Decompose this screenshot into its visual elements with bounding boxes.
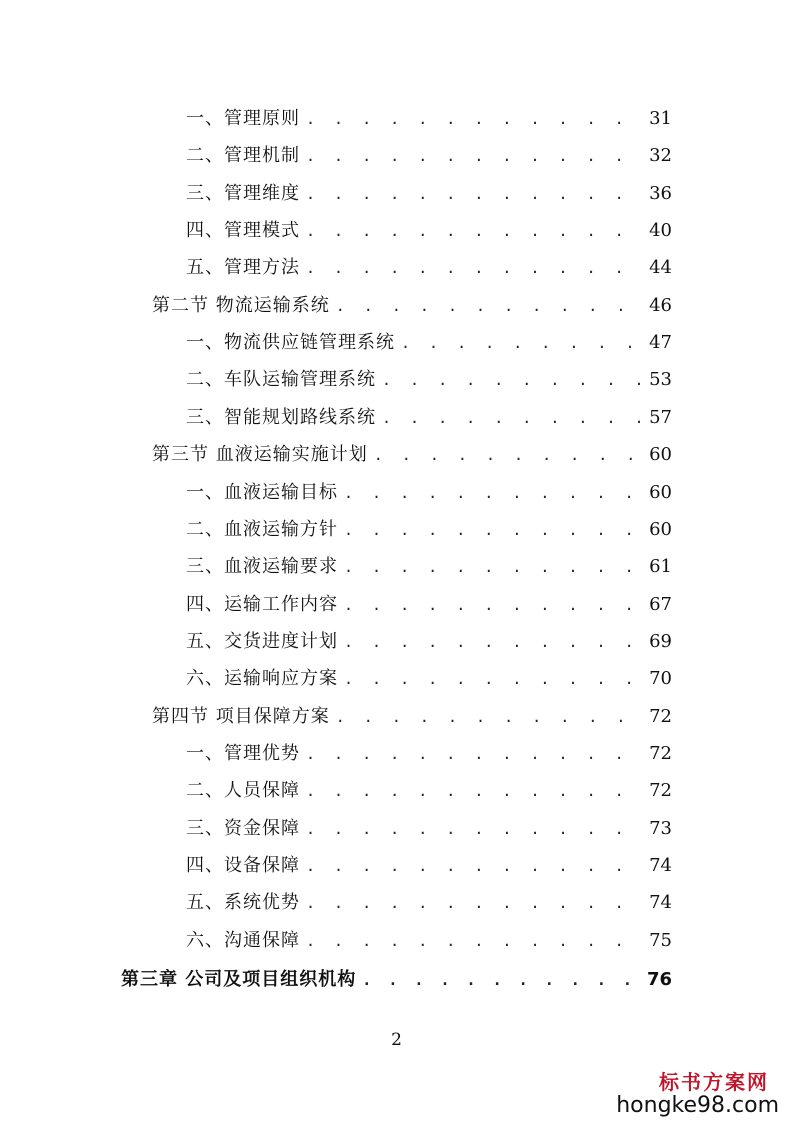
toc-entry-page: 73 (649, 817, 672, 839)
toc-dot-leader (306, 179, 641, 209)
toc-dot-leader (344, 590, 641, 620)
toc-entry (152, 440, 672, 470)
toc-entry (186, 776, 672, 806)
toc-entry-title: 五、系统优势 (186, 892, 300, 914)
toc-entry (186, 478, 672, 508)
toc-entry-title: 四、管理模式 (186, 220, 300, 242)
toc-dot-leader (306, 253, 641, 283)
toc-entry-page: 44 (649, 257, 672, 279)
toc-entry-title: 五、交货进度计划 (186, 630, 338, 652)
toc-entry (186, 104, 672, 134)
toc-dot-leader (344, 552, 641, 582)
toc-entry-page: 60 (649, 444, 672, 466)
toc-entry-title: 一、管理优势 (186, 742, 300, 764)
toc-dot-leader (344, 664, 641, 694)
toc-dot-leader (306, 776, 641, 806)
page-number: 2 (391, 1030, 402, 1050)
toc-entry (186, 590, 672, 620)
toc-entry-page: 57 (649, 406, 672, 428)
toc-entry-page: 60 (649, 481, 672, 503)
toc-entry (186, 814, 672, 844)
toc-entry-page: 61 (649, 556, 672, 578)
toc-entry-title: 一、管理原则 (186, 108, 300, 129)
toc-entry-page: 72 (649, 742, 672, 764)
toc-entry (152, 702, 672, 732)
toc-entry-title: 二、人员保障 (186, 780, 300, 802)
toc-dot-leader (306, 814, 641, 844)
toc-entry (186, 253, 672, 283)
toc-entry-page: 40 (649, 220, 672, 242)
toc-entry-title: 二、管理机制 (186, 145, 300, 167)
toc-entry-title: 一、血液运输目标 (186, 481, 338, 503)
toc-entry (186, 365, 672, 395)
toc-dot-leader (344, 627, 641, 657)
toc-entry (121, 965, 672, 995)
watermark-logo (616, 1066, 779, 1118)
toc-entry-title: 第二节 物流运输系统 (152, 294, 330, 316)
toc-dot-leader (362, 965, 639, 995)
toc-entry-title: 五、管理方法 (186, 257, 300, 279)
toc-entry-page: 36 (649, 182, 672, 204)
toc-entry-title: 四、运输工作内容 (186, 593, 338, 615)
toc-entry-title: 六、运输响应方案 (186, 668, 338, 690)
toc-entry-page: 69 (649, 630, 672, 652)
toc-entry-page: 72 (649, 705, 672, 727)
toc-dot-leader (401, 328, 641, 358)
toc-entry-page: 47 (649, 332, 672, 354)
toc-entry-page: 31 (649, 108, 672, 129)
toc-entry (186, 739, 672, 769)
toc-dot-leader (306, 141, 641, 171)
toc-entry (186, 141, 672, 171)
toc-entry-page: 60 (649, 518, 672, 540)
toc-entry (152, 291, 672, 321)
toc-dot-leader (344, 515, 641, 545)
toc-entry-title: 第三章 公司及项目组织机构 (121, 969, 357, 991)
toc-entry (186, 627, 672, 657)
toc-dot-leader (336, 702, 641, 732)
toc-dot-leader (374, 440, 641, 470)
toc-entry-page: 76 (646, 969, 672, 991)
toc-entry-title: 三、智能规划路线系统 (186, 406, 376, 428)
toc-entry-title: 三、资金保障 (186, 817, 300, 839)
toc-entry (186, 552, 672, 582)
toc-dot-leader (344, 478, 641, 508)
toc-dot-leader (306, 851, 641, 881)
toc-entry (186, 926, 672, 956)
toc-entry-page: 53 (649, 369, 672, 391)
toc-dot-leader (306, 888, 641, 918)
toc-dot-leader (336, 291, 641, 321)
toc-entry-page: 67 (649, 593, 672, 615)
toc-dot-leader (306, 739, 641, 769)
toc-entry-title: 第四节 项目保障方案 (152, 705, 330, 727)
toc-entry-page: 74 (649, 855, 672, 876)
watermark-cn: 标书方案网 (659, 1070, 769, 1094)
toc-entry-title: 六、沟通保障 (186, 929, 300, 951)
toc-entry-page: 46 (649, 294, 672, 316)
toc-entry (186, 403, 672, 433)
toc-entry-title: 第三节 血液运输实施计划 (152, 444, 368, 466)
toc-entry-title: 二、车队运输管理系统 (186, 369, 376, 391)
toc-entry (186, 179, 672, 209)
watermark-url: hongke98.com (616, 1093, 779, 1118)
toc-entry (186, 664, 672, 694)
toc-entry (186, 515, 672, 545)
toc-entry-page: 32 (649, 145, 672, 167)
toc-dot-leader (306, 104, 641, 134)
toc-entry-title: 三、管理维度 (186, 182, 300, 204)
toc-entry-title: 二、血液运输方针 (186, 518, 338, 540)
toc-dot-leader (306, 216, 641, 246)
toc-entry (186, 216, 672, 246)
toc-entry-page: 74 (649, 892, 672, 914)
toc-entry (186, 851, 672, 881)
toc-entry-page: 75 (649, 929, 672, 951)
toc-entry (186, 328, 672, 358)
toc-entry-title: 一、物流供应链管理系统 (186, 332, 395, 354)
toc-entry-title: 四、设备保障 (186, 855, 300, 876)
toc-entry (186, 888, 672, 918)
toc-entry-page: 70 (649, 668, 672, 690)
toc-entry-title: 三、血液运输要求 (186, 556, 338, 578)
toc-dot-leader (382, 403, 641, 433)
toc-entry-page: 72 (649, 780, 672, 802)
toc-dot-leader (382, 365, 641, 395)
toc-dot-leader (306, 926, 641, 956)
